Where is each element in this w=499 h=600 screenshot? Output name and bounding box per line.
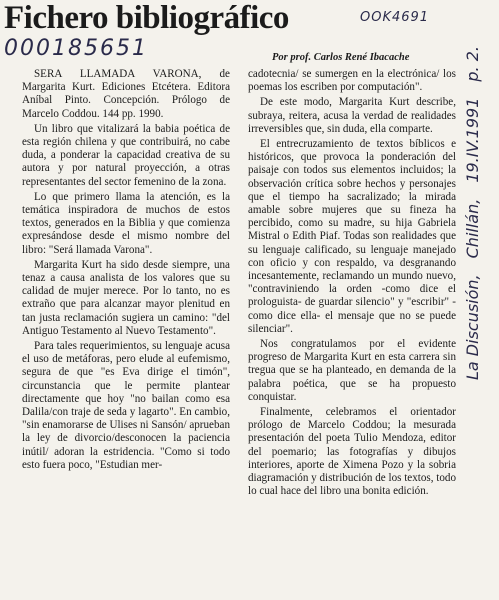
handwritten-record-number: 000185651 bbox=[4, 36, 148, 61]
byline: Por prof. Carlos René Ibacache bbox=[272, 52, 410, 63]
paragraph: Finalmente, celebramos el orientador prólogo de Marcelo Coddou; la mesurada presentación del poeta Tulio Mendoza, editor del poemario; las fotografías y dibujos interiores, aporte de Ximena Pozo y la sobria diagramación y distribución de los textos, todo lo cual hace del libro una bonita edición. bbox=[248, 406, 456, 498]
handwritten-date: 19.IV.1991 bbox=[463, 97, 482, 183]
handwritten-page: p. 2. bbox=[463, 46, 482, 82]
paragraph: Nos congratulamos por el evidente progreso de Margarita Kurt en esta carrera sin tregua que se ha planteado, en demanda de la palabra poética, que se ha propuesto conquistar. bbox=[248, 338, 456, 403]
article-column-right bbox=[248, 68, 456, 501]
paragraph: Lo que primero llama la atención, es la temática inspiradora de muchos de estos textos, generados en la Biblia y que comienza expresándose desde el mismo nombre del libro: "Será llamada Varona". bbox=[22, 190, 230, 256]
paragraph: cadotecnia/ se sumergen en la electrónica/ los poemas los escriben por computación". bbox=[248, 68, 456, 94]
paragraph: De este modo, Margarita Kurt describe, subraya, reitera, acusa la verdad de realidades irreversibles que, sin duda, ella comparte. bbox=[248, 96, 456, 135]
article-column-left bbox=[22, 68, 230, 474]
paragraph: El entrecruzamiento de textos bíblicos e históricos, que provoca la ponderación del paisaje con todos sus elementos incluidos; la observación crítica sobre hechos y personajes que el tiempo ha sacralizado; la mirada amable sobre mujeres que su fineza ha percibido, como su madre, su hija Gabriela Mistral o Edith Piaf. Todas son realidades que su lenguaje calificado, su lenguaje manejado con oficio y con respaldo, va desgranando incesantemente, reclamando un mundo nuevo, "contraviniendo la orden -como dice el prologuista- de guardar silencio" y "escribir" -como dice ella- el mensaje que no se puede silenciar". bbox=[248, 138, 456, 335]
paragraph: Un libro que vitalizará la babia poética de esta región chilena y que contribuirá, no cabe duda, a ponderar la capacidad creativa de su autora y por natural proyección, a otras representantes del sector femenino de la zona. bbox=[22, 122, 230, 188]
paragraph: SERA LLAMADA VARONA, de Margarita Kurt. Ediciones Etcétera. Editora Aníbal Pinto. Concepción. Prólogo de Marcelo Coddou. 144 pp. 1990. bbox=[22, 68, 230, 120]
article-title: Fichero bibliográfico bbox=[4, 0, 289, 36]
paragraph: Margarita Kurt ha sido desde siempre, una tenaz a causa analista de los valores que su calidad de mujer merece. Por lo tanto, no es extraño que para alcanzar mayor plenitud en tan justa reclamación sugiera un camino: "del Antiguo Testamento al Nuevo Testamento". bbox=[22, 258, 230, 337]
handwritten-catalog-code: OOK4691 bbox=[360, 10, 430, 25]
paragraph: Para tales requerimientos, su lenguaje acusa el uso de metáforas, pero elude al eufemismo, segura de que "es Eva dirige el timón", circunstancia que le permite plantear directamente que hoy "no bailan como esa Dalila/con traje de seda y lagarto". En cambio, "sin enamorarse de Ulises ni Sansón/ aprueban la ley de divorcio/desconocen la paciencia inútil/ adoran la estridencia. "Como si todo esto fuera poco, "Estudian mer- bbox=[22, 340, 230, 471]
handwritten-source: La Discusión, bbox=[463, 274, 482, 380]
handwritten-city: Chillán, bbox=[463, 198, 482, 259]
handwritten-source-note bbox=[463, 30, 482, 380]
